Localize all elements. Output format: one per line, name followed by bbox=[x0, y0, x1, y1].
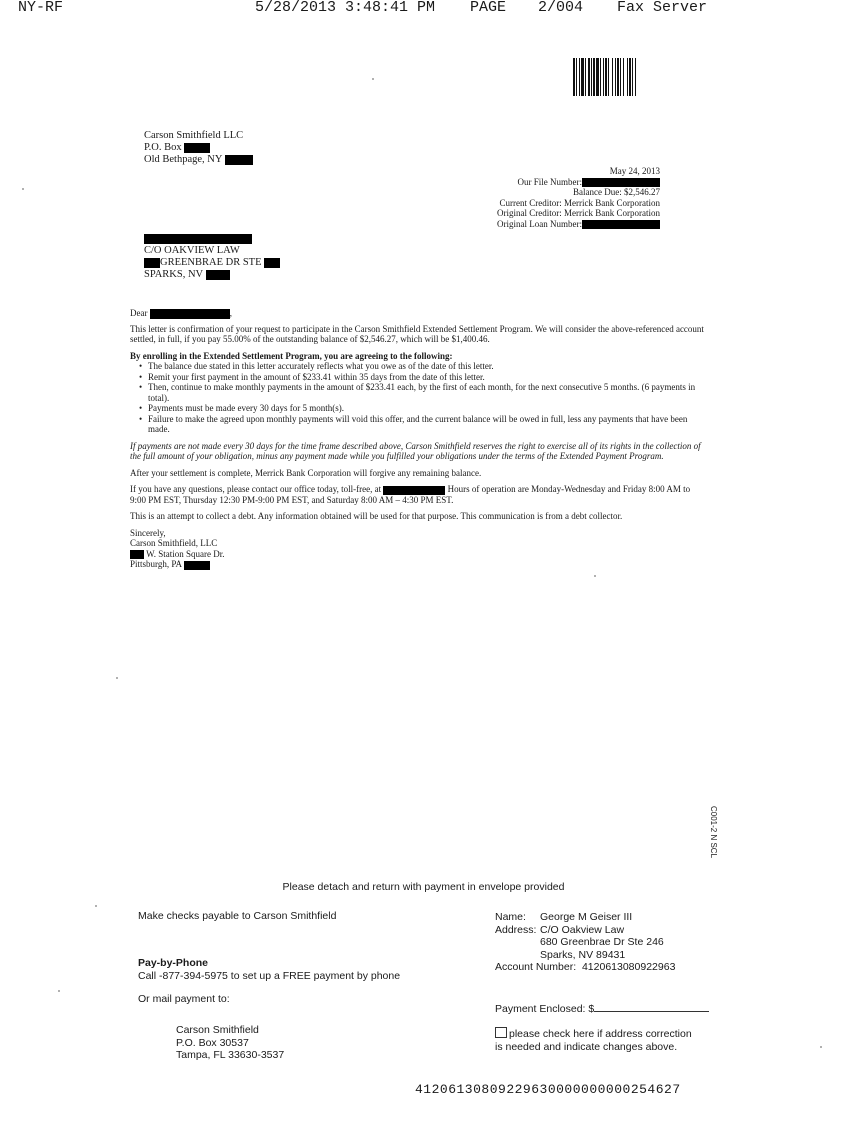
recipient-line1: C/O OAKVIEW LAW bbox=[144, 245, 240, 256]
balance-due: Balance Due: $2,546.27 bbox=[573, 187, 660, 197]
redaction-bar bbox=[383, 486, 445, 495]
redaction-bar bbox=[264, 258, 280, 268]
redaction-bar bbox=[582, 220, 660, 229]
intro-paragraph: This letter is confirmation of your request to participate in the Carson Smithfield Extended Settlement Program. We will consider the above-referenced account settled, in full, if you pay 55.00% of the outstanding balance of $2,546.27, which will be $1,400.46. bbox=[130, 323, 704, 345]
barcode-image bbox=[573, 58, 659, 96]
address-correction bbox=[495, 1027, 692, 1053]
scan-speck bbox=[22, 188, 24, 190]
scan-speck bbox=[116, 677, 118, 679]
closing: Sincerely, bbox=[130, 527, 166, 538]
fax-datetime: 5/28/2013 3:48:41 PM bbox=[255, 0, 436, 16]
payment-amount-field[interactable] bbox=[594, 1002, 709, 1012]
fax-page-label: PAGE bbox=[470, 0, 507, 16]
redaction-bar bbox=[130, 550, 144, 559]
debt-notice: This is an attempt to collect a debt. Any information obtained will be used for that purpose. This communication is from a debt collector. bbox=[130, 511, 623, 522]
current-creditor: Current Creditor: Merrick Bank Corporation bbox=[499, 197, 660, 208]
recipient-line3: SPARKS, NV bbox=[144, 269, 203, 280]
payment-enclosed-label: Payment Enclosed: $ bbox=[495, 1003, 595, 1015]
phone-heading: Pay-by-Phone bbox=[138, 957, 209, 969]
name-label: Name: bbox=[495, 911, 526, 923]
list-item: • Failure to make the agreed upon monthly payments will void this offer, and the current balance will be owed in full, less any payments that have been made. bbox=[148, 414, 705, 435]
mail-city: Tampa, FL 33630-3537 bbox=[176, 1049, 285, 1061]
scan-speck bbox=[58, 990, 60, 992]
recipient-line2: GREENBRAE DR STE bbox=[160, 257, 262, 268]
agree-heading: By enrolling in the Extended Settlement Program, you are agreeing to the following: bbox=[130, 350, 453, 361]
letter-date: May 24, 2013 bbox=[609, 166, 660, 176]
loan-number-label: Original Loan Number: bbox=[497, 218, 582, 229]
fax-server: Fax Server bbox=[617, 0, 708, 16]
mail-box: P.O. Box 30537 bbox=[176, 1036, 249, 1049]
forgive-paragraph: After your settlement is complete, Merrick Bank Corporation will forgive any remaining balance. bbox=[130, 467, 482, 478]
sender-pobox: P.O. Box bbox=[144, 142, 182, 153]
italic-paragraph: If payments are not made every 30 days for the time frame described above, Carson Smithfield reserves the right to exercise all of its rights in the collection of the full amount of your obligation, minus any payment made while you fulfilled your obligations under the terms of the Extended Payment Program. bbox=[130, 440, 701, 462]
sender-name: Carson Smithfield LLC bbox=[144, 130, 244, 141]
redaction-bar bbox=[144, 234, 252, 244]
signature-street: W. Station Square Dr. bbox=[146, 548, 225, 559]
check-text-2: is needed and indicate changes above. bbox=[495, 1040, 678, 1053]
side-code: C001-2 N SCL bbox=[709, 806, 718, 859]
redaction-bar bbox=[582, 178, 660, 187]
redaction-bar bbox=[225, 155, 253, 165]
scan-speck bbox=[372, 78, 374, 80]
account-label: Account Number: bbox=[495, 961, 577, 973]
address-correction-checkbox[interactable] bbox=[495, 1027, 507, 1038]
address-line2: 680 Greenbrae Dr Ste 246 bbox=[540, 936, 664, 948]
signature-name: Carson Smithfield, LLC bbox=[130, 538, 218, 549]
pay-by-phone bbox=[138, 957, 400, 982]
recipient-address bbox=[144, 233, 280, 281]
redaction-bar bbox=[184, 143, 210, 153]
address-line3: Sparks, NV 89431 bbox=[540, 948, 626, 961]
list-item: • The balance due stated in this letter accurately reflects what you owe as of the date of this letter. bbox=[148, 361, 705, 372]
redaction-bar bbox=[144, 258, 160, 268]
fax-header bbox=[0, 0, 847, 16]
sender-city: Old Bethpage, NY bbox=[144, 154, 223, 165]
address-line1: C/O Oakview Law bbox=[540, 923, 625, 936]
slip-payable: Make checks payable to Carson Smithfield bbox=[138, 910, 337, 922]
list-item: • Payments must be made every 30 days for 5 month(s). bbox=[148, 403, 705, 414]
barcode-stripe bbox=[636, 58, 637, 96]
mail-name: Carson Smithfield bbox=[176, 1024, 259, 1036]
redaction-bar bbox=[150, 309, 230, 319]
mail-address bbox=[176, 1024, 284, 1062]
signature-city: Pittsburgh, PA bbox=[130, 559, 182, 570]
mail-text: Or mail payment to: bbox=[138, 993, 230, 1005]
fax-station: NY-RF bbox=[18, 0, 64, 16]
letter-body: Dear , This letter is confirmation of your request to participate in the Carson Smithfield Extended Settlement Program. We will consider the above-referenced account settled, in full, if you pay 55.00% of the outstanding balance of $2,546.27, which will be $1,400.46. By enrolling in the Extended Settlement Program, you are agreeing to the following: • The balance due stated in this letter accurately reflects what you owe as of the date of this letter. • Remit your first payment in the amount of $233.41 within 35 days from the date of this letter. • Then, continue to make monthly payments in the amount of $233.41 each, by the first of each month, for the next consecutive 5 months. (6 payments in total). • Payments must be made every 30 days for 5 month(s). • Failure to make the agreed upon monthly payments will void this offer, and the current balance will be owed in full, less any payments that have been made. If payments are not made every 30 days for the time frame described above, Carson Smithfield reserves the right to exercise all of its rights in the collection of the full amount of your obligation, minus any payment made while you fulfilled your obligations under the terms of the Extended Payment Program. After your settlement is complete, Merrick Bank Corporation will forgive any remaining balance. If you have any questions, please contact our office today, toll-free, at Hours of operation are Monday-Wednesday and Friday 8:00 AM to 9:00 PM EST, Thursday 12:30 PM-9:00 PM EST, and Saturday 8:00 AM – 4:30 PM EST. This is an attempt to collect a debt. Any information obtained will be used for that purpose. This communication is from a debt collector. Sincerely, Carson Smithfield, LLC W. Station Square Dr. Pittsburgh, PA bbox=[130, 308, 705, 570]
scan-speck bbox=[95, 905, 97, 907]
redaction-bar bbox=[184, 561, 210, 570]
scan-speck bbox=[594, 575, 596, 577]
slip-account-block bbox=[495, 911, 735, 974]
name-value: George M Geiser III bbox=[540, 911, 633, 923]
address-label: Address: bbox=[495, 923, 537, 936]
check-text-1: please check here if address correction bbox=[509, 1028, 692, 1040]
account-value: 4120613080922963 bbox=[581, 961, 676, 973]
phone-text: Call -877-394-5975 to set up a FREE payment by phone bbox=[138, 969, 401, 982]
detach-instruction: Please detach and return with payment in envelope provided bbox=[282, 881, 565, 893]
sender-address bbox=[144, 130, 253, 166]
salutation: Dear bbox=[130, 308, 148, 318]
original-creditor: Original Creditor: Merrick Bank Corporation bbox=[497, 208, 660, 218]
terms-list bbox=[130, 361, 705, 435]
file-number-label: Our File Number: bbox=[517, 176, 582, 187]
file-info bbox=[440, 166, 660, 229]
questions-paragraph: If you have any questions, please contact our office today, toll-free, at Hours of operation are Monday-Wednesday and Friday 8:00 AM to 9:00 PM EST, Thursday 12:30 PM-9:00 PM EST, and Saturday 8:00 AM – 4:30 PM EST. bbox=[130, 484, 691, 505]
list-item: • Remit your first payment in the amount of $233.41 within 35 days from the date of this letter. bbox=[148, 372, 705, 383]
payment-enclosed bbox=[495, 1002, 709, 1016]
micr-line: 41206130809229630000000000254627 bbox=[415, 1082, 681, 1097]
fax-page-number: 2/004 bbox=[538, 0, 584, 16]
list-item: • Then, continue to make monthly payments in the amount of $233.41 each, by the first of each month, for the next consecutive 5 months. (6 payments in total). bbox=[148, 382, 705, 403]
redaction-bar bbox=[206, 270, 230, 280]
scan-speck bbox=[820, 1046, 822, 1048]
